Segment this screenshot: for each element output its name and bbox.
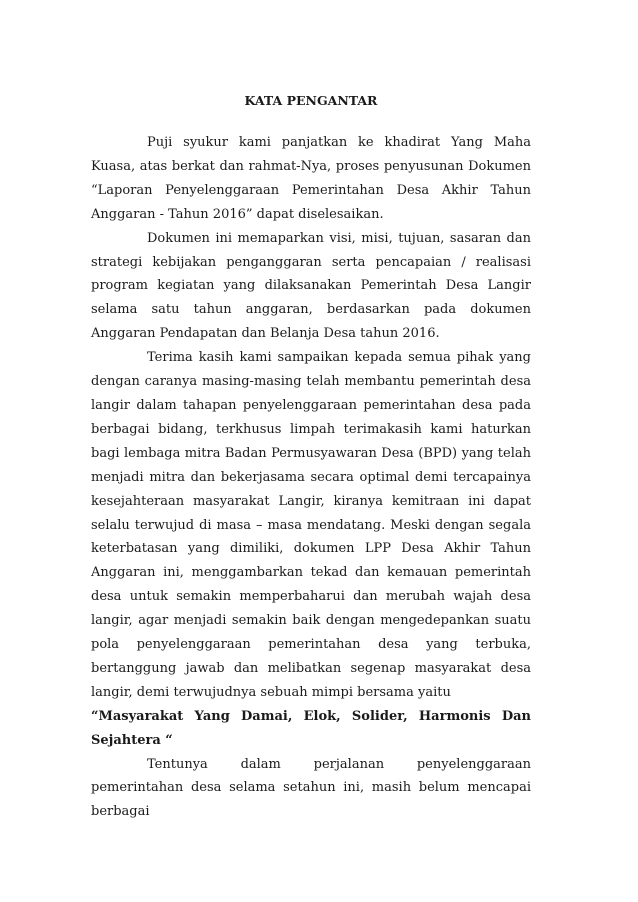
document-page xyxy=(91,89,531,824)
page-title: KATA PENGANTAR xyxy=(244,93,378,108)
paragraph-opening: Puji syukur kami panjatkan ke khadirat Yang Maha Kuasa, atas berkat dan rahmat-Nya, proses penyusunan Dokumen “Laporan Penyelenggaraan Pemerintahan Desa Akhir Tahun Anggaran - Tahun 2016” dapat diselesaikan. xyxy=(91,135,531,222)
paragraph-vision-motto: “Masyarakat Yang Damai, Elok, Solider, Harmonis Dan Sejahtera “ xyxy=(91,708,531,748)
paragraph-acknowledgement: Terima kasih kami sampaikan kepada semua pihak yang dengan caranya masing-masing telah membantu pemerintah desa langir dalam tahapan penyelenggaraan pemerintahan desa pada berbagai bidang, terkhusus limpah terimakasih kami haturkan bagi lembaga mitra Badan Permusyawaran Desa (BPD) yang telah menjadi mitra dan bekerjasama secara optimal demi tercapainya kesejahteraan masyarakat Langir, kiranya kemitraan ini dapat selalu terwujud di masa – masa mendatang. Meski dengan segala keterbatasan yang dimiliki, dokumen LPP Desa Akhir Tahun Anggaran ini, menggambarkan tekad dan kemauan pemerintah desa untuk semakin memperbaharui dan merubah wajah desa langir, agar menjadi semakin baik dengan mengedepankan suatu pola penyelenggaraan pemerintahan desa yang terbuka, bertanggung jawab dan melibatkan segenap masyarakat desa langir, demi terwujudnya sebuah mimpi bersama yaitu xyxy=(91,350,531,700)
paragraph-closing: Tentunya dalam perjalanan penyelenggaraan pemerintahan desa selama setahun ini, masih belum mencapai berbagai xyxy=(91,756,531,820)
paragraph-content-summary: Dokumen ini memaparkan visi, misi, tujuan, sasaran dan strategi kebijakan penganggaran serta pencapaian / realisasi program kegiatan yang dilaksanakan Pemerintah Desa Langir selama satu tahun anggaran, berdasarkan pada dokumen Anggaran Pendapatan dan Belanja Desa tahun 2016. xyxy=(91,230,531,342)
